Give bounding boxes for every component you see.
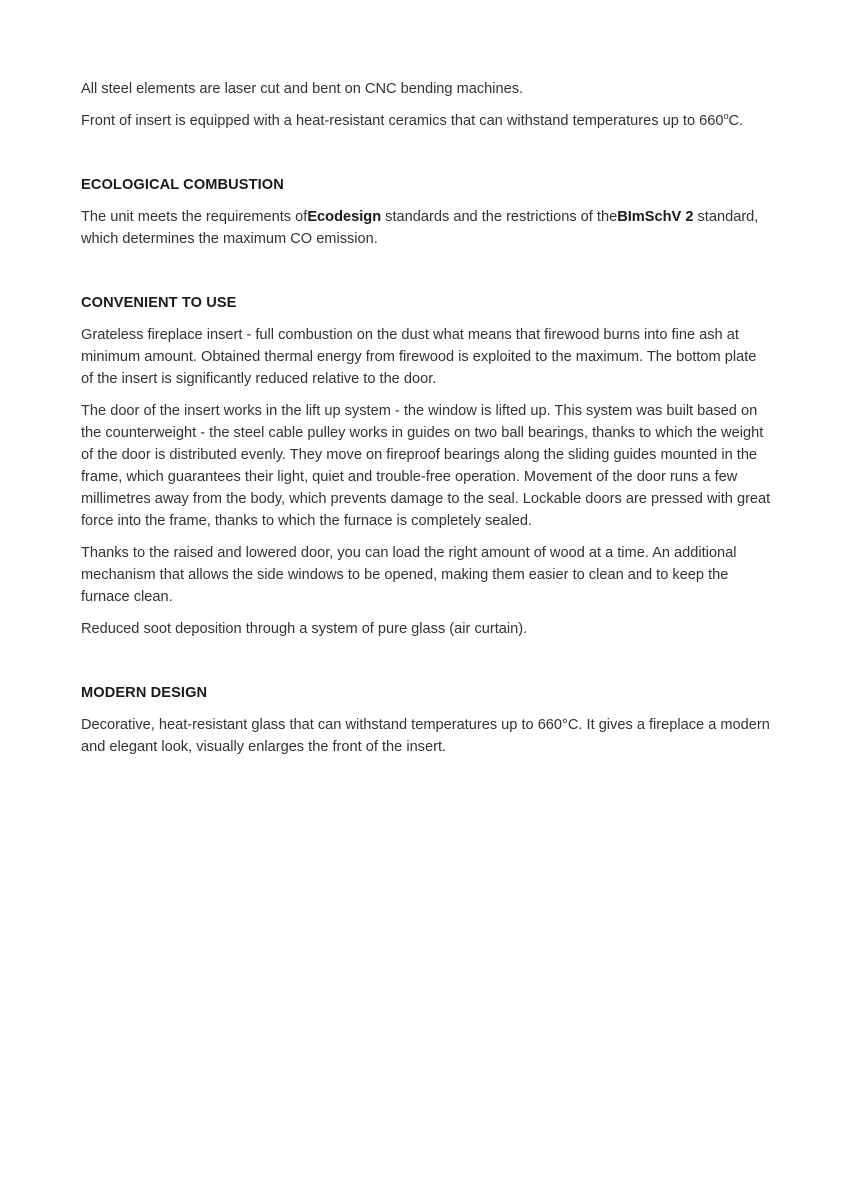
degree-superscript: o [723,111,729,122]
ecological-paragraph [81,206,771,250]
section-modern-design [81,682,771,758]
bimschv-term: BImSchV 2 [617,209,694,225]
modern-paragraph: Decorative, heat-resistant glass that can withstand temperatures up to 660°C. It gives a fireplace a modern and elegant look, visually enlarges the front of the insert. [81,717,770,755]
ecological-text-3: standard, which determines the maximum CO emission. [81,209,759,247]
convenient-paragraph: Grateless fireplace insert - full combustion on the dust what means that firewood burns into fine ash at minimum amount. Obtained thermal energy from firewood is exploited to the maximum. The bottom plate of the insert is significantly reduced relative to the door. [81,327,757,387]
document-page [81,78,771,758]
section-heading: CONVENIENT TO USE [81,295,237,311]
intro-paragraph-1: All steel elements are laser cut and bent on CNC bending machines. [81,81,524,97]
intro-paragraph-2-text: Front of insert is equipped with a heat-resistant ceramics that can withstand temperatures up to 660 [81,113,724,129]
convenient-paragraph: The door of the insert works in the lift up system - the window is lifted up. This system was built based on the counterweight - the steel cable pulley works in guides on two ball bearings, thanks to which the weight of the door is distributed evenly. They move on fireproof bearings along the sliding guides mounted in the frame, which guarantees their light, quiet and trouble-free operation. Movement of the door runs a few millimetres away from the body, which prevents damage to the seal. Lockable doors are pressed with great force into the frame, thanks to which the furnace is completely sealed. [81,403,771,529]
ecological-text-1: The unit meets the requirements of [81,209,308,225]
ecodesign-term: Ecodesign [307,209,382,225]
section-convenient-to-use [81,292,771,640]
section-heading: MODERN DESIGN [81,685,208,701]
convenient-paragraph: Reduced soot deposition through a system of pure glass (air curtain). [81,621,528,637]
section-heading: ECOLOGICAL COMBUSTION [81,177,284,193]
section-ecological-combustion [81,174,771,250]
ecological-text-2: standards and the restrictions of the [381,209,618,225]
convenient-paragraph: Thanks to the raised and lowered door, you can load the right amount of wood at a time. An additional mechanism that allows the side windows to be opened, making them easier to clean and to keep the furnace clean. [81,545,737,605]
intro-paragraph-2-unit: C. [728,113,744,129]
intro-paragraph-2 [81,110,771,132]
